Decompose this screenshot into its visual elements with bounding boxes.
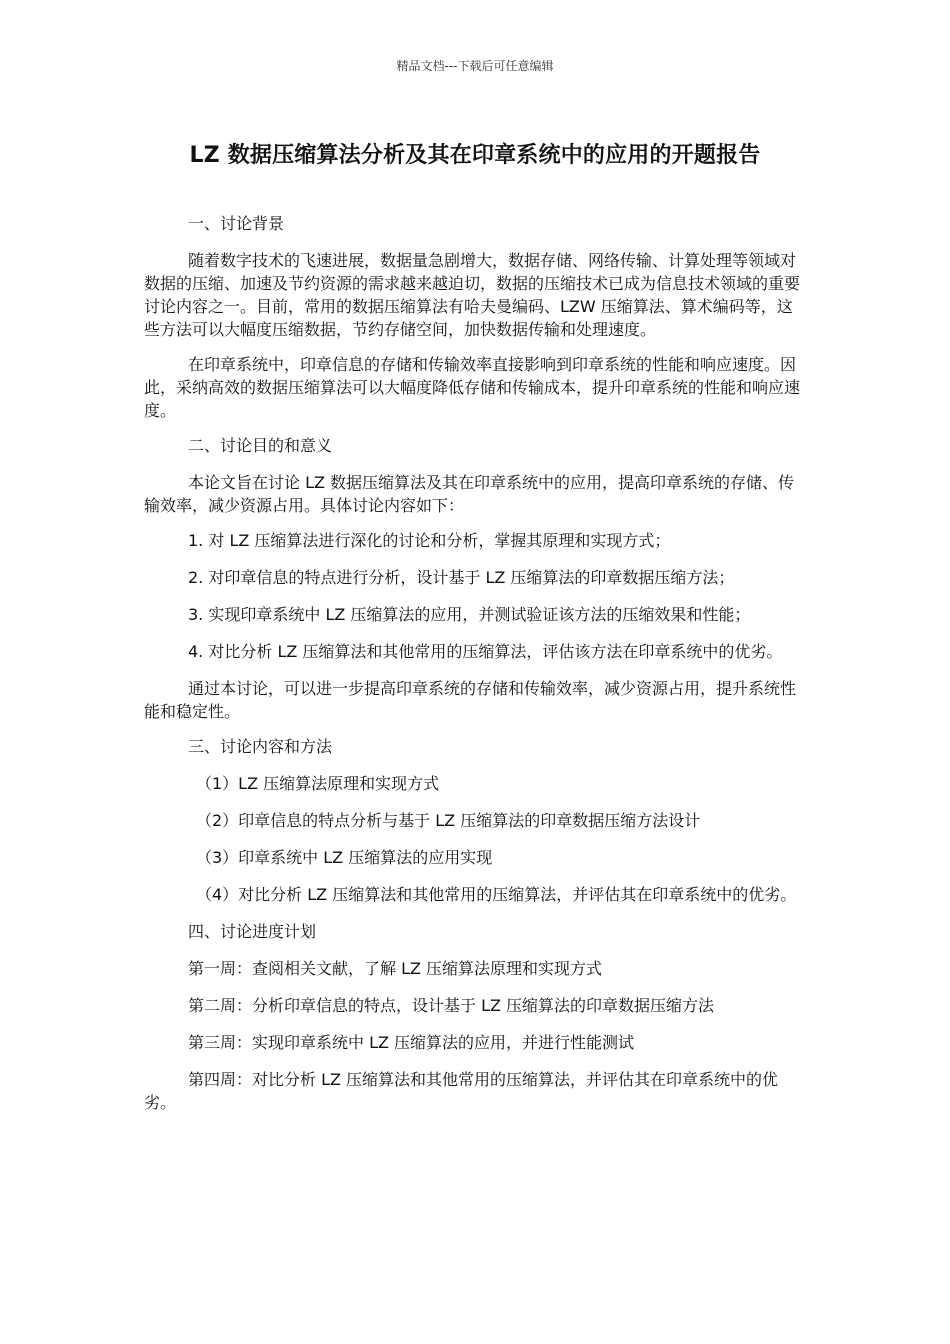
schedule-item: 第二周：分析印章信息的特点，设计基于 LZ 压缩算法的印章数据压缩方法	[188, 996, 715, 1015]
section-heading-content: 三、讨论内容和方法	[188, 737, 333, 756]
paragraph: 通过本讨论，可以进一步提高印章系统的存储和传输效率，减少资源占用，提升系统性能和稳定性。	[144, 679, 797, 721]
section-heading-schedule: 四、讨论进度计划	[188, 922, 317, 941]
list-item: （3）印章系统中 LZ 压缩算法的应用实现	[196, 848, 493, 867]
list-item: （4）对比分析 LZ 压缩算法和其他常用的压缩算法，并评估其在印章系统中的优劣。	[196, 885, 797, 904]
paragraph: 本论文旨在讨论 LZ 数据压缩算法及其在印章系统中的应用，提高印章系统的存储、传输效率，减少资源占用。具体讨论内容如下：	[144, 473, 795, 515]
list-item: （1）LZ 压缩算法原理和实现方式	[196, 774, 440, 793]
document-body	[144, 212, 806, 1128]
section-heading-background: 一、讨论背景	[188, 214, 285, 233]
list-item: （2）印章信息的特点分析与基于 LZ 压缩算法的印章数据压缩方法设计	[196, 811, 701, 830]
document-title: LZ 数据压缩算法分析及其在印章系统中的应用的开题报告	[189, 143, 761, 168]
list-item: 4. 对比分析 LZ 压缩算法和其他常用的压缩算法，评估该方法在印章系统中的优劣。	[188, 642, 783, 661]
list-item: 3. 实现印章系统中 LZ 压缩算法的应用，并测试验证该方法的压缩效果和性能；	[188, 605, 751, 624]
header-note: 精品文档---下载后可任意编辑	[396, 59, 554, 73]
schedule-item: 第四周：对比分析 LZ 压缩算法和其他常用的压缩算法，并评估其在印章系统中的优劣。	[144, 1070, 779, 1112]
schedule-item: 第三周：实现印章系统中 LZ 压缩算法的应用，并进行性能测试	[188, 1033, 635, 1052]
paragraph: 随着数字技术的飞速进展，数据量急剧增大，数据存储、网络传输、计算处理等领域对数据的压缩、加速及节约资源的需求越来越迫切，数据的压缩技术已成为信息技术领域的重要讨论内容之一。目前，常用的数据压缩算法有哈夫曼编码、LZW 压缩算法、算术编码等，这些方法可以大幅度压缩数据，节约存储空间，加快数据传输和处理速度。	[144, 251, 801, 339]
list-item: 2. 对印章信息的特点进行分析，设计基于 LZ 压缩算法的印章数据压缩方法；	[188, 568, 735, 587]
list-item: 1. 对 LZ 压缩算法进行深化的讨论和分析，掌握其原理和实现方式；	[188, 531, 671, 550]
schedule-item: 第一周：查阅相关文献，了解 LZ 压缩算法原理和实现方式	[188, 959, 603, 978]
paragraph: 在印章系统中，印章信息的存储和传输效率直接影响到印章系统的性能和响应速度。因此，采纳高效的数据压缩算法可以大幅度降低存储和传输成本，提升印章系统的性能和响应速度。	[144, 355, 801, 420]
section-heading-purpose: 二、讨论目的和意义	[188, 436, 333, 455]
